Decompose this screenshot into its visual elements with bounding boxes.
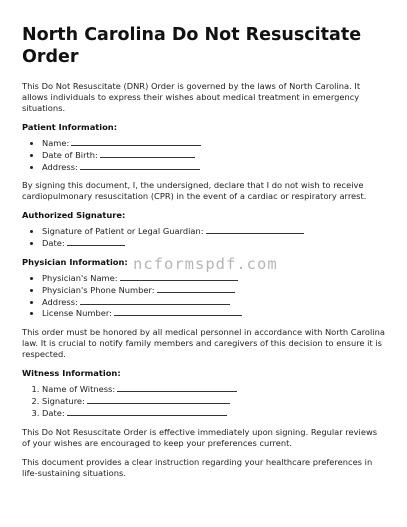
patient-dob-field: • Date of Birth: <box>42 149 385 161</box>
physician-name-field: • Physician's Name: <box>42 272 385 284</box>
signature-field: • Signature of Patient or Legal Guardian: <box>42 225 385 237</box>
physician-phone-field: • Physician's Phone Number: <box>42 284 385 296</box>
physician-name-blank[interactable] <box>120 272 238 281</box>
physician-license-blank[interactable] <box>114 307 242 316</box>
witness-date-blank[interactable] <box>67 407 227 416</box>
patient-heading: Patient Information: <box>22 122 118 132</box>
witness-date-field: 3. Date: <box>42 407 385 419</box>
witness-signature-field: 2. Signature: <box>42 395 385 407</box>
intro-paragraph: This Do Not Resuscitate (DNR) Order is governed by the laws of North Carolina. It allows individuals to express their wishes about medical treatment in emergency situations. <box>22 81 361 113</box>
patient-address-field: • Address: <box>42 161 385 173</box>
honor-paragraph: This order must be honored by all medical personnel in accordance with North Carolina law. It is crucial to notify family members and caregivers of this decision to ensure it is respected. <box>22 327 385 360</box>
witness-name-blank[interactable] <box>117 383 237 392</box>
declaration-paragraph: By signing this document, I, the undersigned, declare that I do not wish to receive cardiopulmonary resuscitation (CPR) in the event of a cardiac or respiratory arrest. <box>22 180 367 202</box>
patient-name-field: • Name: <box>42 137 385 149</box>
signature-blank[interactable] <box>206 225 304 234</box>
closing-paragraph: This document provides a clear instruction regarding your healthcare preferences in life-sustaining situations. <box>22 456 373 478</box>
signature-heading: Authorized Signature: <box>22 210 126 221</box>
patient-dob-blank[interactable] <box>100 149 195 158</box>
signature-date-blank[interactable] <box>67 237 125 246</box>
effective-paragraph: This Do Not Resuscitate Order is effective immediately upon signing. Regular reviews of your wishes are encouraged to keep your preferences current. <box>22 426 378 448</box>
witness-signature-blank[interactable] <box>87 395 230 404</box>
watermark: ncformspdf.com <box>133 255 278 273</box>
physician-phone-blank[interactable] <box>157 284 235 293</box>
physician-address-field: • Address: <box>42 296 385 308</box>
signature-date-field: • Date: <box>42 237 385 249</box>
witness-name-field: 1. Name of Witness: <box>42 383 385 395</box>
page-title: North Carolina Do Not Resuscitate Order <box>22 25 362 67</box>
patient-name-blank[interactable] <box>71 137 201 146</box>
witness-fields <box>22 383 385 418</box>
patient-address-blank[interactable] <box>80 161 200 170</box>
physician-heading: Physician Information: <box>22 256 128 267</box>
signature-fields <box>22 225 385 249</box>
patient-fields <box>22 137 385 172</box>
physician-address-blank[interactable] <box>80 296 230 305</box>
physician-fields <box>22 272 385 319</box>
physician-license-field: • License Number: <box>42 307 385 319</box>
witness-heading: Witness Information: <box>22 368 121 379</box>
